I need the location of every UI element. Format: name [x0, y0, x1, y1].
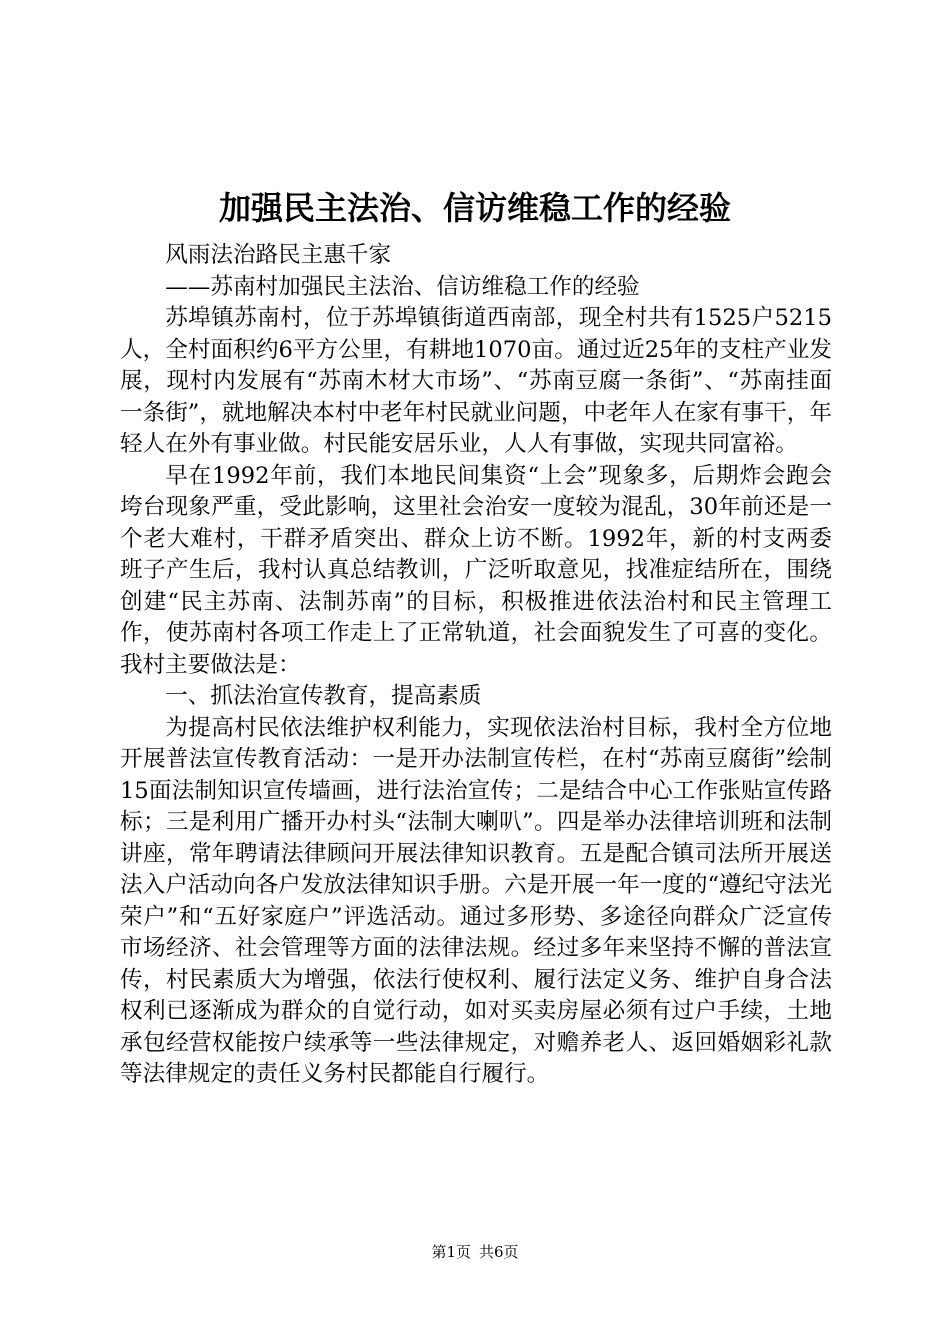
subtitle-line: 风雨法治路民主惠千家 [165, 242, 392, 268]
document-body [120, 240, 832, 1091]
document-title: 加强民主法治、信访维稳工作的经验 [218, 189, 731, 227]
paragraph-intro: 苏埠镇苏南村，位于苏埠镇街道西南部，现全村共有1525户5215人，全村面积约6平方公里，有耕地1070亩。通过近25年的支柱产业发展，现村内发展有“苏南木材大市场”、“苏南豆腐一条街”、“苏南挂面一条街”，就地解决本村中老年村民就业问题，中老年人在家有事干，年轻人在外有事业做。村民能安居乐业，人人有事做，实现共同富裕。 [120, 305, 832, 457]
section-heading-1: 一、抓法治宣传教育，提高素质 [165, 683, 482, 709]
page-number-current: 第1页 [431, 1243, 471, 1261]
paragraph-legal-education: 为提高村民依法维护权利能力，实现依法治村目标，我村全方位地开展普法宣传教育活动：一是开办法制宣传栏，在村“苏南豆腐街”绘制15面法制知识宣传墙画，进行法治宣传；二是结合中心工作张贴宣传路标；三是利用广播开办村头“法制大喇叭”。四是举办法律培训班和法制讲座，常年聘请法律顾问开展法律知识教育。五是配合镇司法所开展送法入户活动向各户发放法律知识手册。六是开展一年一度的“遵纪守法光荣户”和“五好家庭户”评选活动。通过多形势、多途径向群众广泛宣传市场经济、社会管理等方面的法律法规。经过多年来坚持不懈的普法宣传，村民素质大为增强，依法行使权利、履行法定义务、维护自身合法权利已逐渐成为群众的自觉行动，如对买卖房屋必须有过户手续，土地承包经营权能按户续承等一些法律规定，对赡养老人、返回婚姻彩礼款等法律规定的责任义务村民都能自行履行。 [120, 714, 832, 1087]
paragraph-background: 早在1992年前，我们本地民间集资“上会”现象多，后期炸会跑会垮台现象严重，受此影响，这里社会治安一度较为混乱，30年前还是一个老大难村，干群矛盾突出、群众上访不断。1992年，新的村支两委班子产生后，我村认真总结教训，广泛听取意见，找准症结所在，围绕创建“民主苏南、法制苏南”的目标，积极推进依法治村和民主管理工作，使苏南村各项工作走上了正常轨道，社会面貌发生了可喜的变化。我村主要做法是： [120, 462, 832, 678]
subtitle-source-line: ——苏南村加强民主法治、信访维稳工作的经验 [165, 273, 640, 300]
page-footer [0, 1242, 950, 1262]
page-number-total: 共6页 [479, 1243, 519, 1261]
